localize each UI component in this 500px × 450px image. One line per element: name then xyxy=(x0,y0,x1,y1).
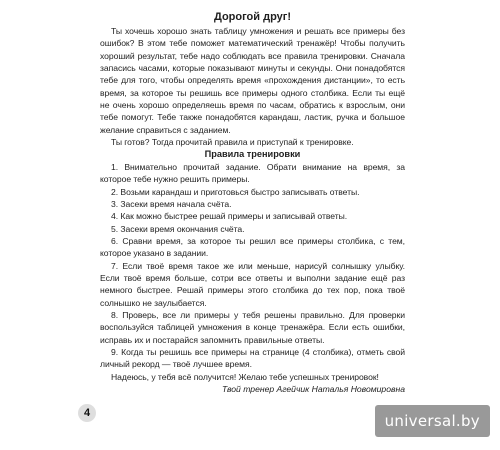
watermark-badge: universal.by xyxy=(375,405,490,437)
intro-paragraph: Ты хочешь хорошо знать таблицу умножения и решать все примеры без ошибок? В этом тебе поможет математический тренажёр! Чтобы получить хороший результат, тебе надо соблюдать все правила тренировки. Сначала запасись часами, которые показывают минуты и секунды. Они понадобятся тебе для того, чтобы определять время «прохождения дистанции», то есть время, за которое ты решишь все примеры одного столбика. Если ты ещё не очень хорошо определяешь время по часам, обратись к взрослым, они тебе помогут. Тебе также понадобятся карандаш, ластик, ручка и большое желание справиться с заданием. xyxy=(100,26,405,135)
signature: Твой тренер Агейчик Наталья Новомировна xyxy=(222,384,405,395)
document-title: Дорогой друг! xyxy=(213,11,292,23)
rule-item: 4. Как можно быстрее решай примеры и записывай ответы. xyxy=(111,211,348,222)
rule-item: 8. Проверь, все ли примеры у тебя решены правильно. Для проверки воспользуйся таблицей умножения в конце тренажёра. Если есть ошибки, исправь их и постарайся запомнить правильные ответы. xyxy=(100,310,405,345)
rule-item: 3. Засеки время начала счёта. xyxy=(111,198,232,209)
rule-item: 6. Сравни время, за которое ты решил все примеры столбика, с тем, которое указано в задании. xyxy=(100,236,405,259)
rules-title: Правила тренировки xyxy=(204,149,301,160)
rules-list xyxy=(100,161,405,371)
rule-item: 9. Когда ты решишь все примеры на странице (4 столбика), отметь свой личный рекорд — твоё лучшее время. xyxy=(100,347,405,370)
intro-paragraph: Ты готов? Тогда прочитай правила и приступай к тренировке. xyxy=(111,137,354,148)
page-number: 4 xyxy=(78,404,96,422)
rule-item: 7. Если твоё время такое же или меньше, нарисуй солнышку улыбку. Если твоё время больше, сотри все ответы и выполни задание ещё раз немного быстрее. Решай примеры этого столбика до тех пор, пока твоё солнышко не заулыбается. xyxy=(100,260,405,308)
rule-item: 2. Возьми карандаш и приготовься быстро записывать ответы. xyxy=(111,186,360,197)
rule-item: 1. Внимательно прочитай задание. Обрати внимание на время, за которое тебе нужно решить примеры. xyxy=(100,161,405,185)
closing-line: Надеюсь, у тебя всё получится! Желаю тебе успешных тренировок! xyxy=(111,371,379,382)
rule-item: 5. Засеки время окончания счёта. xyxy=(111,223,245,234)
document-page xyxy=(100,10,405,395)
